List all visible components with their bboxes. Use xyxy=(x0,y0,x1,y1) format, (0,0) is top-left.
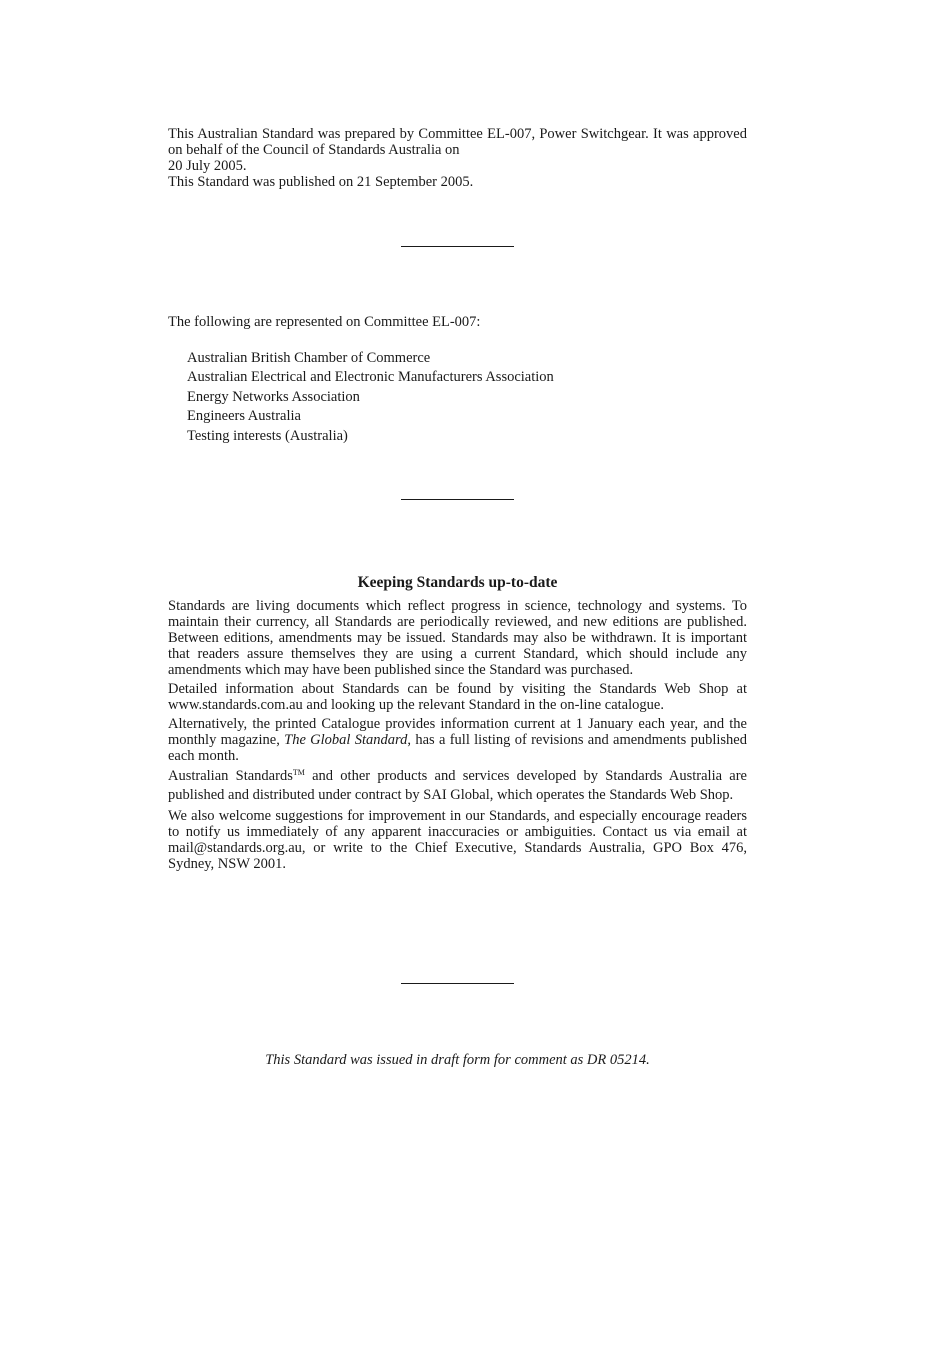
committee-member: Energy Networks Association xyxy=(187,388,360,405)
paragraph-suggestions: We also welcome suggestions for improvement in our Standards, and especially encourage readers to notify us immediately of any apparent inaccuracies or ambiguities. Contact us via email at mail@standards.org.au, or write to the Chief Executive, Standards Australia, GPO Box 476, Sydney, NSW 2001. xyxy=(168,808,747,872)
keeping-standards-section xyxy=(168,574,747,875)
draft-notice: This Standard was issued in draft form for comment as DR 05214. xyxy=(265,1052,650,1068)
paragraph-web-shop: Detailed information about Standards can be found by visiting the Standards Web Shop at www.standards.com.au and looking up the relevant Standard in the on-line catalogue. xyxy=(168,681,747,713)
committee-member: Testing interests (Australia) xyxy=(187,427,348,444)
section-divider xyxy=(401,983,514,984)
approval-notice xyxy=(168,126,747,190)
trademark-text-start: Australian Standards xyxy=(168,768,293,784)
committee-member-list xyxy=(187,349,554,446)
section-title: Keeping Standards up-to-date xyxy=(357,574,558,591)
committee-heading: The following are represented on Committee EL-007: xyxy=(168,314,481,330)
paragraph-living-documents: Standards are living documents which reflect progress in science, technology and systems. To maintain their currency, all Standards are periodically reviewed, and new editions are published. Between editions, amendments may be issued. Standards may also be withdrawn. It is important that readers assure themselves they are using a current Standard, which should include any amendments which may have been published since the Standard was purchased. xyxy=(168,598,747,678)
catalogue-text-start: Alternatively, the printed Catalogue provides information current at 1 January each year, and the monthly magazine, xyxy=(168,716,747,748)
approval-date-text: 20 July 2005. xyxy=(168,158,247,174)
catalogue-text-end: , has a full listing of revisions and amendments published each month. xyxy=(168,732,747,764)
trademark-text-end: and other products and services developed by Standards Australia are published and distributed under contract by SAI Global, which operates the Standards Web Shop. xyxy=(168,768,747,803)
committee-heading-block xyxy=(168,314,747,330)
trademark-symbol: TM xyxy=(292,768,305,777)
prepared-by-text: This Australian Standard was prepared by Committee EL-007, Power Switchgear. It was approved on behalf of the Council of Standards Australia on xyxy=(168,126,747,158)
committee-member: Australian British Chamber of Commerce xyxy=(187,350,431,366)
committee-member: Australian Electrical and Electronic Manufacturers Association xyxy=(187,369,554,386)
paragraph-sai-global xyxy=(168,767,747,805)
section-divider xyxy=(401,499,514,500)
section-divider xyxy=(401,246,514,247)
paragraph-catalogue xyxy=(168,716,747,764)
committee-member: Engineers Australia xyxy=(187,408,301,425)
magazine-title: The Global Standard xyxy=(284,732,408,748)
published-date-text: This Standard was published on 21 September 2005. xyxy=(168,174,474,190)
